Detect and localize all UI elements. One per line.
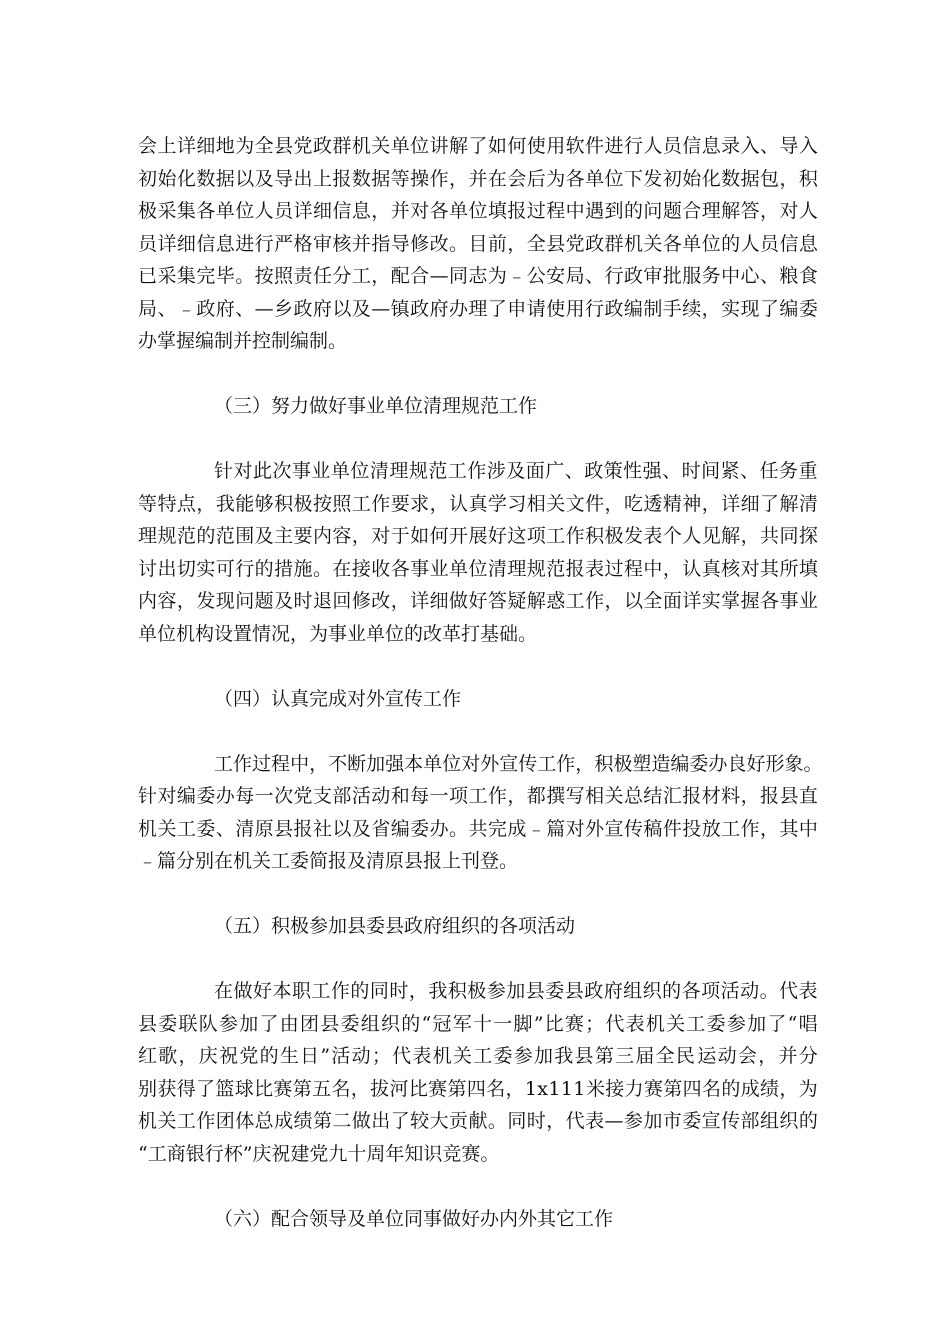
- text-line: 等 特 点 ， 我 能 够 积 极 按 照 工 作 要 求 ， 认 真 学 习 相 关 文 件 ， 吃 透 精 神 ， 详 细 了 解 清: [138, 492, 818, 515]
- text-line: ﹣篇分别在机关工委简报及清原县报上刊登。: [138, 850, 519, 872]
- section-heading-5: （五）积极参加县委县政府组织的各项活动: [214, 915, 576, 937]
- text-line: 办掌握编制并控制编制。: [138, 330, 348, 352]
- paragraph-publicity: [138, 748, 823, 878]
- text-line: 讨 出 切 实 可 行 的 措 施 。 在 接 收 各 事 业 单 位 清 理 规 范 报 表 过 程 中 ， 认 真 核 对 其 所 填: [138, 557, 818, 580]
- text-line: 员 详 细 信 息 进 行 严 格 审 核 并 指 导 修 改 。 目 前 ， 全 县 党 政 群 机 关 各 单 位 的 人 员 信 息: [138, 232, 818, 255]
- text-line: 针 对 此 次 事 业 单 位 清 理 规 范 工 作 涉 及 面 广 、 政 策 性 强 、 时 间 紧 、 任 务 重: [214, 460, 818, 482]
- text-line: 红 歌 ， 庆 祝 党 的 生 日 ” 活 动 ； 代 表 机 关 工 委 参 加 我 县 第 三 届 全 民 运 动 会 ， 并 分: [138, 1045, 818, 1067]
- section-heading-6: （六）配合领导及单位同事做好办内外其它工作: [214, 1207, 614, 1230]
- text-line: 别 获 得 了 篮 球 比 赛 第 五 名 ， 拔 河 比 赛 第 四 名 ， 1 x 1 1 1 米 接 力 赛 第 四 名 的 成 绩 ， 为: [138, 1077, 818, 1100]
- text-line: 机 关 工 委 、 清 原 县 报 社 以 及 省 编 委 办 。 共 完 成 ﹣ 篇 对 外 宣 传 稿 件 投 放 工 作 ， 其 中: [138, 817, 818, 840]
- text-line: 机 关 工 作 团 体 总 成 绩 第 二 做 出 了 较 大 贡 献 。 同 时 ， 代 表 — 参 加 市 委 宣 传 部 组 织 的: [138, 1110, 818, 1132]
- text-line: 针 对 编 委 办 每 一 次 党 支 部 活 动 和 每 一 项 工 作 ， 都 撰 写 相 关 总 结 汇 报 材 料 ， 报 县 直: [138, 785, 818, 807]
- text-line: 在 做 好 本 职 工 作 的 同 时 ， 我 积 极 参 加 县 委 县 政 府 组 织 的 各 项 活 动 。 代 表: [214, 980, 818, 1002]
- section-heading-4: （四）认真完成对外宣传工作: [214, 687, 462, 710]
- text-line: 单位机构设置情况，为事业单位的改革打基础。: [138, 622, 538, 645]
- text-line: 极 采 集 各 单 位 人 员 详 细 信 息 ， 并 对 各 单 位 填 报 过 程 中 遇 到 的 问 题 合 理 解 答 ， 对 人: [138, 200, 818, 222]
- section-heading-3: （三）努力做好事业单位清理规范工作: [214, 395, 538, 417]
- text-line: “工商银行杯”庆祝建党九十周年知识竞赛。: [138, 1142, 500, 1165]
- text-line: 已 采 集 完 毕 。 按 照 责 任 分 工 ， 配 合 — 同 志 为 ﹣ 公 安 局 、 行 政 审 批 服 务 中 心 、 粮 食: [138, 265, 818, 287]
- text-line: 会 上 详 细 地 为 全 县 党 政 群 机 关 单 位 讲 解 了 如 何 使 用 软 件 进 行 人 员 信 息 录 入 、 导 入: [138, 135, 818, 157]
- paragraph-personnel-info: [138, 130, 818, 358]
- text-line: 局 、 ﹣ 政 府 、 — 乡 政 府 以 及 — 镇 政 府 办 理 了 申 请 使 用 行 政 编 制 手 续 ， 实 现 了 编 委: [138, 297, 818, 320]
- text-line: 理 规 范 的 范 围 及 主 要 内 容 ， 对 于 如 何 开 展 好 这 项 工 作 积 极 发 表 个 人 见 解 ， 共 同 探: [138, 525, 818, 547]
- document-page: [138, 130, 823, 1268]
- text-line: 县 委 联 队 参 加 了 由 团 县 委 组 织 的 “ 冠 军 十 一 脚 ” 比 赛 ； 代 表 机 关 工 委 参 加 了 “ 唱: [138, 1012, 818, 1035]
- text-line: 初 始 化 数 据 以 及 导 出 上 报 数 据 等 操 作 ， 并 在 会 后 为 各 单 位 下 发 初 始 化 数 据 包 ， 积: [138, 167, 818, 190]
- paragraph-institution-cleanup: [138, 455, 818, 650]
- paragraph-activities: [138, 975, 818, 1170]
- text-line: 内 容 ， 发 现 问 题 及 时 退 回 修 改 ， 详 细 做 好 答 疑 解 惑 工 作 ， 以 全 面 详 实 掌 握 各 事 业: [138, 590, 818, 612]
- text-line: 工 作 过 程 中 ， 不 断 加 强 本 单 位 对 外 宣 传 工 作 ， 积 极 塑 造 编 委 办 良 好 形 象 。: [214, 752, 823, 775]
